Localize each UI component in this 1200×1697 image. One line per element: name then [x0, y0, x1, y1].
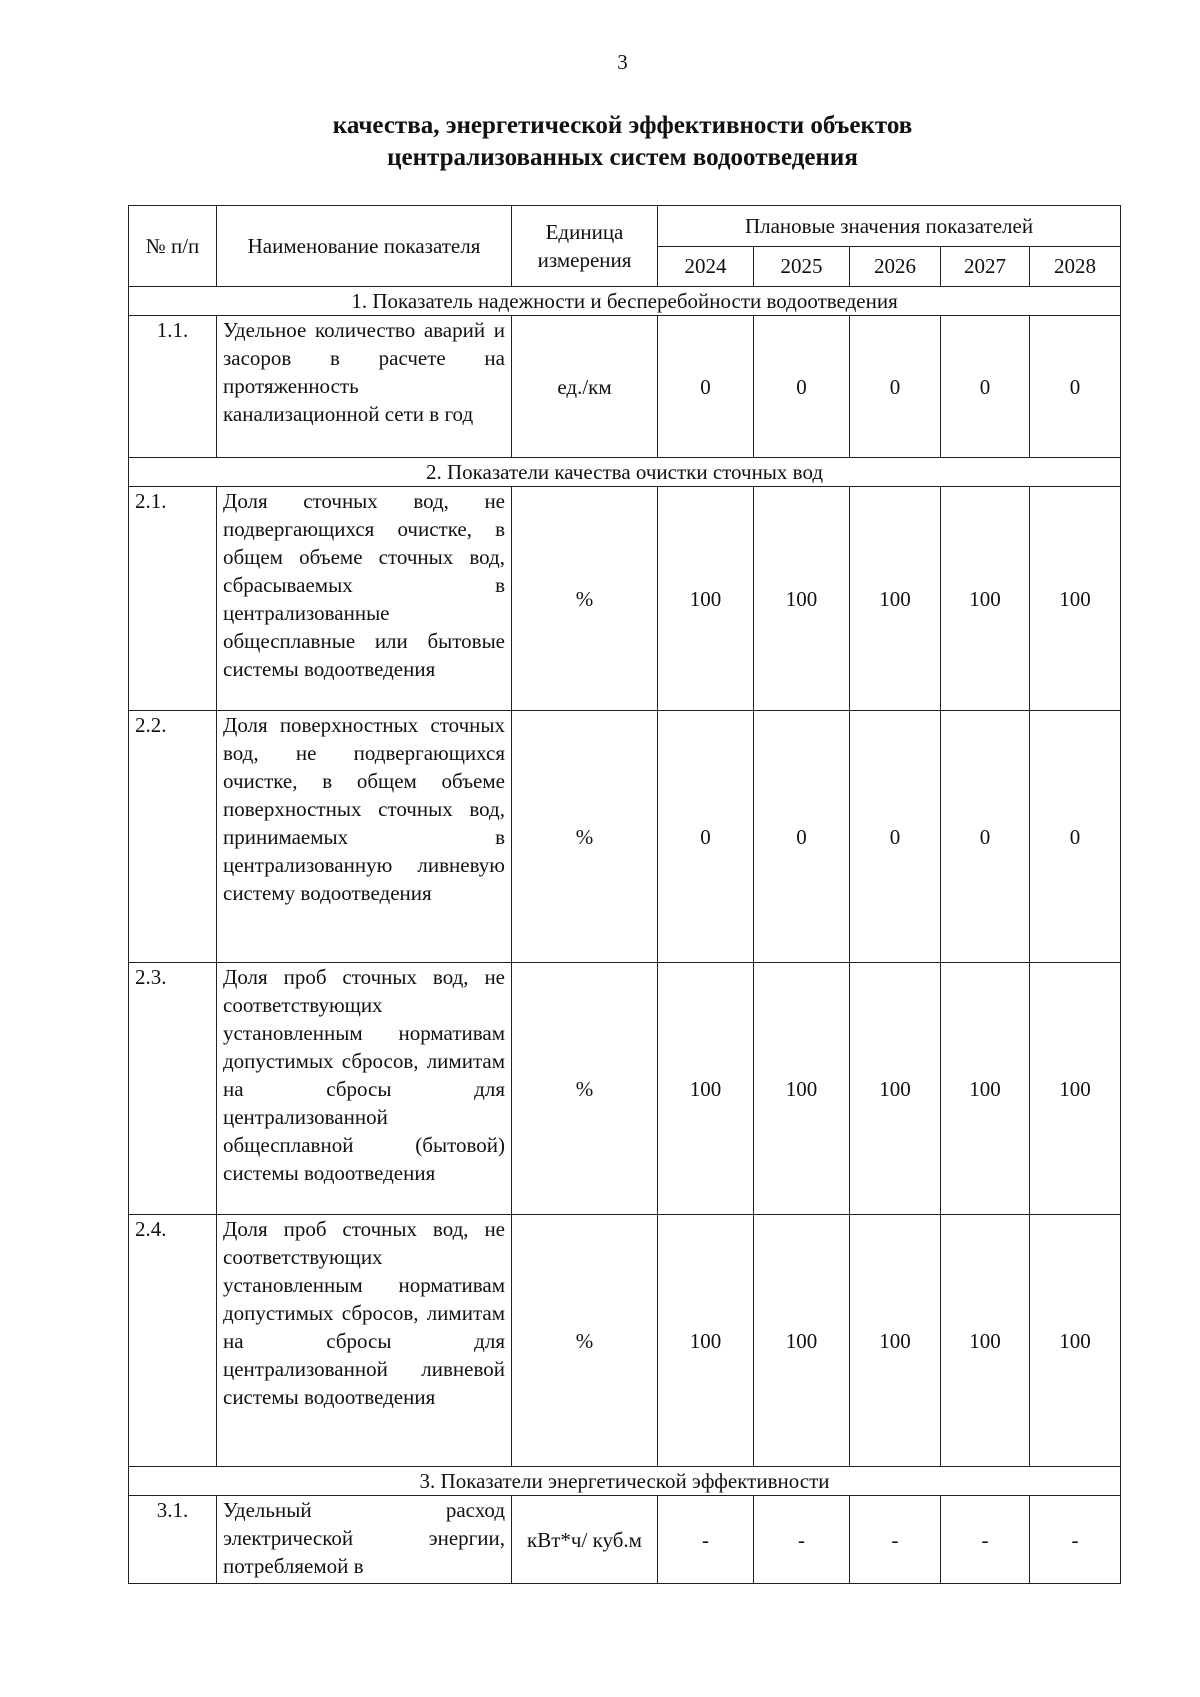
- row-value: 100: [1030, 487, 1121, 711]
- row-value: 100: [1030, 1215, 1121, 1467]
- row-name: Удельный расход электрической энергии, потребляемой в: [217, 1496, 512, 1584]
- row-name: Доля сточных вод, не подвергающихся очистке, в общем объеме сточных вод, сбрасываемых в централизованные общесплавные или бытовые системы водоотведения: [217, 487, 512, 711]
- row-unit: %: [512, 1215, 658, 1467]
- row-value: 100: [658, 487, 754, 711]
- row-value: -: [850, 1496, 941, 1584]
- row-value: 0: [850, 711, 941, 963]
- row-value: 100: [658, 963, 754, 1215]
- section-row: [129, 287, 1121, 316]
- row-num: 1.1.: [129, 316, 217, 458]
- row-name: Доля проб сточных вод, не соответствующих установленным нормативам допустимых сбросов, лимитам на сбросы для централизованной ливневой системы водоотведения: [217, 1215, 512, 1467]
- header-planned: Плановые значения показателей: [658, 206, 1121, 247]
- table-row: [129, 1496, 1121, 1584]
- row-value: 100: [850, 1215, 941, 1467]
- row-unit: ед./км: [512, 316, 658, 458]
- page-title-line-1: качества, энергетической эффективности объектов: [332, 112, 913, 139]
- table-row: [129, 487, 1121, 711]
- row-value: 100: [850, 963, 941, 1215]
- row-num: 2.2.: [129, 711, 217, 963]
- row-name: Удельное количество аварий и засоров в расчете на протяженность канализационной сети в год: [217, 316, 512, 458]
- header-year: 2027: [941, 246, 1030, 287]
- row-value: 0: [658, 316, 754, 458]
- header-num: № п/п: [129, 206, 217, 287]
- row-value: 0: [850, 316, 941, 458]
- row-value: 100: [658, 1215, 754, 1467]
- row-value: 100: [850, 487, 941, 711]
- row-num: 2.1.: [129, 487, 217, 711]
- row-unit: %: [512, 487, 658, 711]
- row-value: 0: [941, 316, 1030, 458]
- page-title: [0, 110, 1200, 174]
- row-value: 100: [941, 487, 1030, 711]
- row-value: 0: [658, 711, 754, 963]
- row-value: -: [941, 1496, 1030, 1584]
- row-value: 100: [754, 487, 850, 711]
- header-year: 2025: [754, 246, 850, 287]
- row-unit: %: [512, 963, 658, 1215]
- row-name: Доля проб сточных вод, не соответствующих установленным нормативам допустимых сбросов, лимитам на сбросы для централизованной общесплавной (бытовой) системы водоотведения: [217, 963, 512, 1215]
- row-value: 0: [754, 316, 850, 458]
- section-row: [129, 458, 1121, 487]
- table-row: [129, 711, 1121, 963]
- row-value: -: [658, 1496, 754, 1584]
- row-value: -: [754, 1496, 850, 1584]
- row-value: 100: [754, 1215, 850, 1467]
- header-year: 2026: [850, 246, 941, 287]
- row-num: 3.1.: [129, 1496, 217, 1584]
- row-value: 0: [941, 711, 1030, 963]
- section-title: 1. Показатель надежности и бесперебойности водоотведения: [129, 287, 1121, 316]
- row-unit: %: [512, 711, 658, 963]
- row-value: 0: [1030, 316, 1121, 458]
- header-name: Наименование показателя: [217, 206, 512, 287]
- row-value: 0: [754, 711, 850, 963]
- row-value: 100: [941, 963, 1030, 1215]
- row-num: 2.4.: [129, 1215, 217, 1467]
- row-name: Доля поверхностных сточных вод, не подвергающихся очистке, в общем объеме поверхностных сточных вод, принимаемых в централизованную ливневую систему водоотведения: [217, 711, 512, 963]
- page-number: 3: [617, 50, 628, 74]
- row-value: 100: [754, 963, 850, 1215]
- header-unit: Единица измерения: [512, 206, 658, 287]
- table-row: [129, 316, 1121, 458]
- page-title-line-2: централизованных систем водоотведения: [387, 144, 858, 171]
- row-num: 2.3.: [129, 963, 217, 1215]
- table-row: [129, 1215, 1121, 1467]
- row-value: 100: [941, 1215, 1030, 1467]
- header-year: 2028: [1030, 246, 1121, 287]
- row-value: 100: [1030, 963, 1121, 1215]
- indicators-table: [128, 205, 1121, 1584]
- table-row: [129, 963, 1121, 1215]
- row-value: 0: [1030, 711, 1121, 963]
- table-header-row: [129, 206, 1121, 247]
- header-year: 2024: [658, 246, 754, 287]
- section-row: [129, 1467, 1121, 1496]
- section-title: 3. Показатели энергетической эффективности: [129, 1467, 1121, 1496]
- row-unit: кВт*ч/ куб.м: [512, 1496, 658, 1584]
- row-value: -: [1030, 1496, 1121, 1584]
- section-title: 2. Показатели качества очистки сточных вод: [129, 458, 1121, 487]
